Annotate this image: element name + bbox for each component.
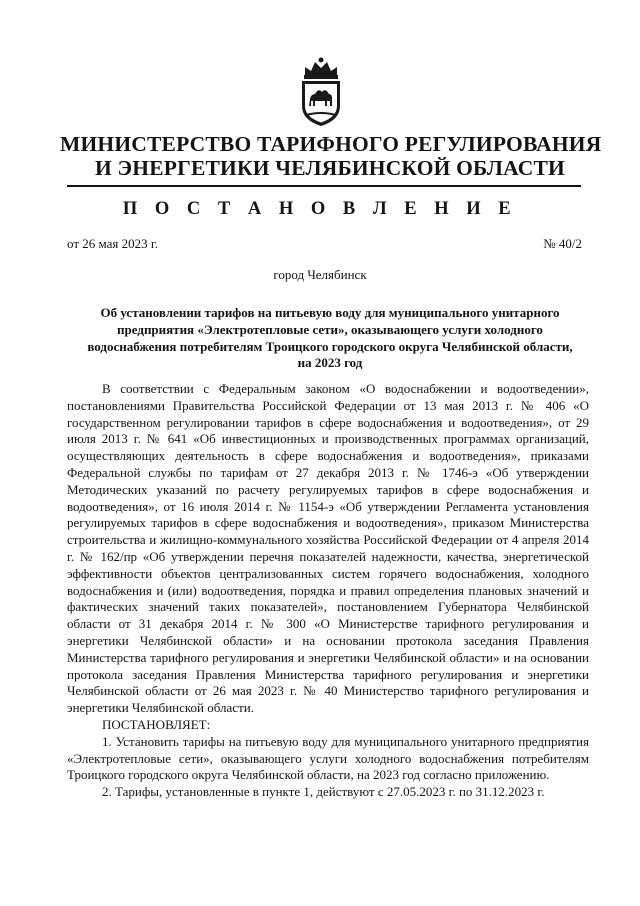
document-date: от 26 мая 2023 г. <box>67 236 159 251</box>
item-1-paragraph: 1. Установить тарифы на питьевую воду для муниципального унитарного предприятия «Электротепловые сети», оказывающего услуги холодного водоснабжения потребителям Троицкого городского округа Челябинской области, на 2023 год согласно приложению. <box>67 733 589 783</box>
ministry-name-line-1: МИНИСТЕРСТВО ТАРИФНОГО РЕГУЛИРОВАНИЯ <box>60 132 602 156</box>
title-line: Об установлении тарифов на питьевую воду для муниципального унитарного <box>100 305 560 320</box>
coat-of-arms-icon <box>296 56 346 128</box>
ministry-name-line-2: И ЭНЕРГЕТИКИ ЧЕЛЯБИНСКОЙ ОБЛАСТИ <box>95 156 565 180</box>
title-line: водоснабжения потребителям Троицкого городского округа Челябинской области, <box>87 338 573 354</box>
title-line: на 2023 год <box>297 355 363 371</box>
document-city: город Челябинск <box>273 267 367 282</box>
preamble-paragraph: В соответствии с Федеральным законом «О водоснабжении и водоотведении», постановлениями Правительства Российской Федерации от 13 мая 2013 г. № 406 «О государственном регулировании тарифов в сфере водоснабжения и водоотведения», от 29 июля 2013 г. № 641 «Об инвестиционных и производственных программах организаций, осуществляющих деятельность в сфере водоснабжения и водоотведения», приказами Федеральной службы по тарифам от 27 декабря 2013 г. № 1746-э «Об утверждении Методических указаний по расчету регулируемых тарифов в сфере водоснабжения и водоотведения», от 16 июля 2014 г. № 1154-э «Об утверждении Регламента установления регулируемых тарифов в сфере водоснабжения и водоотведения», приказом Министерства строительства и жилищно-коммунального хозяйства Российской Федерации от 4 апреля 2014 г. № 162/пр «Об утверждении перечня показателей надежности, качества, энергетической эффективности объектов централизованных систем горячего водоснабжения, холодного водоснабжения и (или) водоотведения, порядка и правил определения плановых значений и фактических значений таких показателей», постановлением Губернатора Челябинской области от 31 декабря 2014 г. № 300 «О Министерстве тарифного регулирования и энергетики Челябинской области» и на основании протокола заседания Правления Министерства тарифного регулирования и энергетики Челябинской области» и на основании протокола заседания Правления Министерства тарифного регулирования и энергетики Челябинской области от 26 мая 2023 г. № 40 Министерство тарифного регулирования и энергетики Челябинской области. <box>67 381 589 716</box>
document-title <box>60 305 600 372</box>
document-type: П О С Т А Н О В Л Е Н И Е <box>122 199 518 219</box>
document-number: № 40/2 <box>543 236 582 251</box>
document-body <box>67 381 589 801</box>
decree-word: ПОСТАНОВЛЯЕТ: <box>102 716 211 732</box>
item-2-paragraph: 2. Тарифы, установленные в пункте 1, действуют с 27.05.2023 г. по 31.12.2023 г. <box>102 784 545 800</box>
title-line: предприятия «Электротепловые сети», оказывающего услуги холодного <box>117 321 543 337</box>
header-divider <box>67 185 581 187</box>
